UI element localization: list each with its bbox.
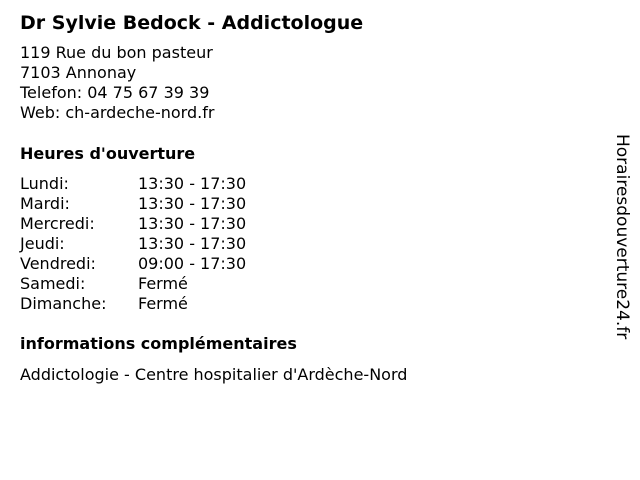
phone-number: Telefon: 04 75 67 39 39 (20, 83, 210, 102)
time-value: 13:30 - 17:30 (138, 214, 247, 233)
page-title: Dr Sylvie Bedock - Addictologue (20, 12, 364, 34)
hours-row-wednesday (20, 214, 246, 234)
watermark: Horairesdouverture24.fr (612, 134, 632, 340)
day-label: Mercredi: (20, 214, 95, 233)
day-label: Jeudi: (20, 234, 65, 253)
time-value: 13:30 - 17:30 (138, 194, 247, 213)
info-heading: informations complémentaires (20, 334, 297, 353)
time-value: Fermé (138, 294, 188, 313)
street-address: 119 Rue du bon pasteur (20, 43, 213, 62)
day-label: Mardi: (20, 194, 70, 213)
hours-row-tuesday (20, 194, 246, 214)
website: Web: ch-ardeche-nord.fr (20, 103, 215, 122)
day-label: Vendredi: (20, 254, 96, 273)
hours-row-monday (20, 174, 246, 194)
day-label: Samedi: (20, 274, 86, 293)
day-label: Lundi: (20, 174, 69, 193)
time-value: Fermé (138, 274, 188, 293)
hours-row-saturday (20, 274, 246, 294)
time-value: 13:30 - 17:30 (138, 234, 247, 253)
time-value: 09:00 - 17:30 (138, 254, 247, 273)
address-block (20, 43, 214, 123)
hours-row-thursday (20, 234, 246, 254)
info-text: Addictologie - Centre hospitalier d'Ardèche-Nord (20, 365, 408, 384)
time-value: 13:30 - 17:30 (138, 174, 247, 193)
hours-row-sunday (20, 294, 246, 314)
city: 7103 Annonay (20, 63, 137, 82)
hours-heading: Heures d'ouverture (20, 144, 196, 163)
opening-hours-table (20, 174, 246, 314)
day-label: Dimanche: (20, 294, 107, 313)
hours-row-friday (20, 254, 246, 274)
